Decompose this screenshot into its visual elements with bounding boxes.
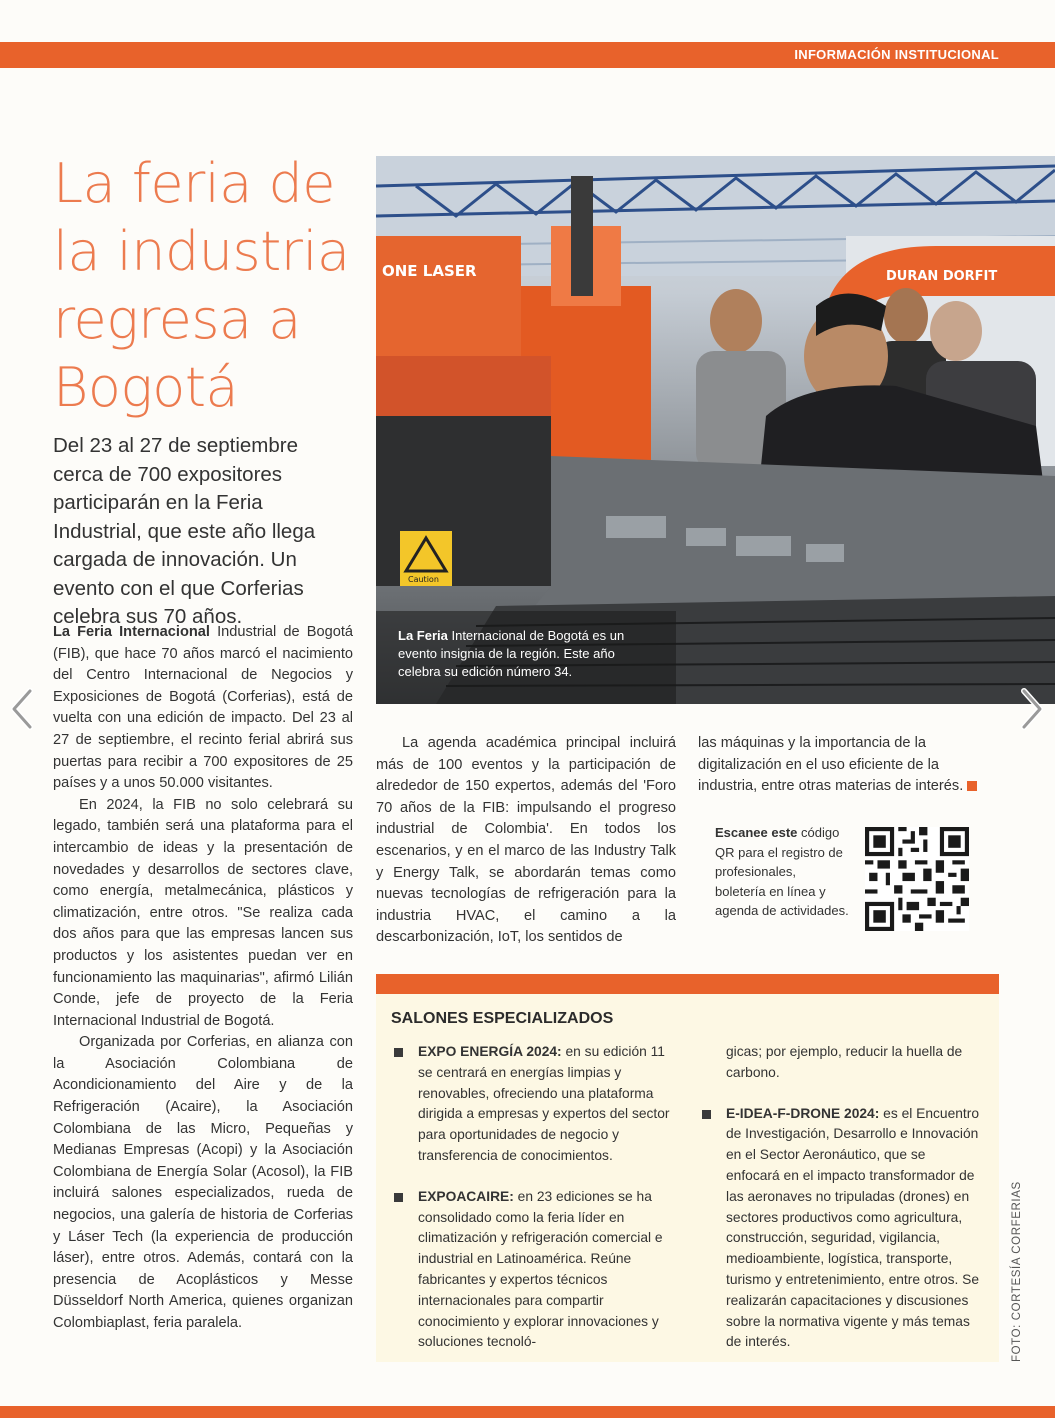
box-title: SALONES ESPECIALIZADOS bbox=[391, 1010, 614, 1027]
body-column-1 bbox=[53, 622, 353, 1335]
hall-description: en su edición 11 se centrará en energías limpias y renovables, ofreciendo una plataforma dirigida a empresas y expertos del sector para oportunidades de negocio y transferencia de conocimientos. bbox=[418, 1044, 670, 1163]
photo-caption bbox=[398, 627, 638, 681]
section-label: INFORMACIÓN INSTITUCIONAL bbox=[794, 47, 999, 62]
paragraph-5-text: las máquinas y la importancia de la digitalización en el uso eficiente de la industria, entre otras materias de interés. bbox=[698, 735, 964, 795]
qr-description bbox=[715, 823, 850, 921]
paragraph-1-text: Industrial de Bogotá (FIB), que hace 70 años marcó el nacimiento del Centro Internacional de Negocios y Exposiciones de Bogotá (Corferias), está de vuelta con una edición de impacto. Del 23 al 27 de septiembre, el recinto ferial abrirá sus puertas para recibir a 700 expositores de 25 países y a unos 50.000 visitantes. bbox=[53, 624, 353, 792]
body-column-3 bbox=[698, 733, 998, 798]
qr-text: código QR para el registro de profesionales, boletería en línea y agenda de actividades. bbox=[715, 825, 849, 918]
hall-item-expoacaire bbox=[418, 1187, 683, 1353]
caption-text: Internacional de Bogotá es un evento insignia de la región. Este año celebra su edición número 34. bbox=[398, 628, 625, 679]
body-paragraph-4: La agenda académica principal incluirá más de 100 eventos y la participación de alrededor de 150 expertos, además del 'Foro 70 años de la FIB: impulsando el progreso industrial de Colombia'. En todos los escenarios, y en el marco de las Industry Talk y Energy Talk, se abordarán temas como nuevas tecnologías de refrigeración para la industria HVAC, el camino a la descarbonización, IoT, los sentidos de bbox=[376, 735, 676, 946]
hall-description: es el Encuentro de Investigación, Desarrollo e Innovación en el Sector Aeronáutico, que se enfocará en el impacto transformador de las aeronaves no tripuladas (drones) en sectores productivos como agricultura, construcción, seguridad, vigilancia, medioambiente, logística, transporte, turismo y entretenimiento, entre otros. Se realizarán capacitaciones y discusiones sobre la normativa vigente y más temas de interés. bbox=[726, 1105, 980, 1350]
article-lead: Del 23 al 27 de septiembre cerca de 700 expositores participarán en la Feria Industrial, que este año llega cargada de innovación. Un evento con el que Corferias celebra sus 70 años. bbox=[53, 434, 316, 628]
qr-text-bold: Escanee este bbox=[715, 825, 798, 840]
bottom-orange-band bbox=[0, 1406, 1055, 1418]
body-paragraph-2: En 2024, la FIB no solo celebrará su legado, también será una plataforma para el intercambio de ideas y la presentación de novedades y desarrollos de sectores clave, como energía, metalmecánica, plásticos y climatización, entre otros. "Se realiza cada dos años para que las empresas lancen sus productos y los asistentes puedan ver en funcionamiento las maquinarias", afirmó Lilián Conde, jefe de proyecto de la Feria Internacional Industrial de Bogotá. bbox=[53, 796, 353, 1029]
hall-item-continuation bbox=[726, 1042, 981, 1084]
laser-machine-illustration bbox=[376, 156, 1055, 704]
caption-bold: La Feria bbox=[398, 628, 448, 643]
next-page-chevron-icon[interactable] bbox=[1020, 688, 1044, 730]
hall-name: E-IDEA-F-DRONE 2024: bbox=[726, 1105, 880, 1121]
machine-brand-sign: ONE LASER bbox=[382, 262, 477, 280]
article-photo bbox=[376, 156, 1055, 704]
hall-name: EXPO ENERGÍA 2024: bbox=[418, 1044, 562, 1059]
article-headline: La feria de la industria regresa a Bogotá bbox=[53, 152, 350, 419]
hall-item-expo-energia bbox=[418, 1042, 683, 1167]
qr-code-icon[interactable] bbox=[865, 827, 969, 931]
body-column-2 bbox=[376, 733, 676, 949]
box-top-bar bbox=[376, 974, 999, 994]
photo-credit: FOTO: CORTESÍA CORFERIAS bbox=[1011, 1181, 1023, 1362]
box-column-1 bbox=[418, 1042, 683, 1373]
booth-sign: DURAN DORFIT bbox=[886, 269, 998, 284]
hall-name: EXPOACAIRE: bbox=[418, 1188, 514, 1204]
caution-label: Caution bbox=[408, 575, 439, 584]
previous-page-chevron-icon[interactable] bbox=[10, 688, 34, 730]
hall-description: en 23 ediciones se ha consolidado como la feria líder en climatización y refrigeración comercial e industrial en Latinoamérica. Reúne fabricantes y expertos técnicos internacionales para compartir conocimiento y explorar innovaciones y soluciones tecnoló- bbox=[418, 1188, 663, 1350]
body-paragraph-3: Organizada por Corferias, en alianza con la Asociación Colombiana de Acondicionamiento del Aire y de la Refrigeración (Acaire), la Asociación Colombiana de las Micro, Pequeñas y Medianas Empresas (Acopi) y la Asociación Colombiana de Energía Solar (Acosol), la FIB incluirá salones especializados, rueda de negocios, una galería de historia de Corferias y Láser Tech (la experiencia de producción láser), entre otros. Además, contará con la presencia de Acoplásticos y Messe Düsseldorf North America, quienes organizan Colombiaplast, feria paralela. bbox=[53, 1034, 353, 1331]
hall-description-continued: gicas; por ejemplo, reducir la huella de carbono. bbox=[726, 1044, 963, 1080]
specialized-halls-box bbox=[376, 974, 999, 1362]
end-mark-icon bbox=[967, 781, 977, 791]
paragraph-1-bold: La Feria Internacional bbox=[53, 624, 210, 640]
hall-item-e-idea-f-drone bbox=[726, 1104, 981, 1354]
body-paragraph-5 bbox=[698, 733, 998, 798]
body-paragraph-1 bbox=[53, 622, 353, 795]
box-column-2 bbox=[726, 1042, 981, 1373]
